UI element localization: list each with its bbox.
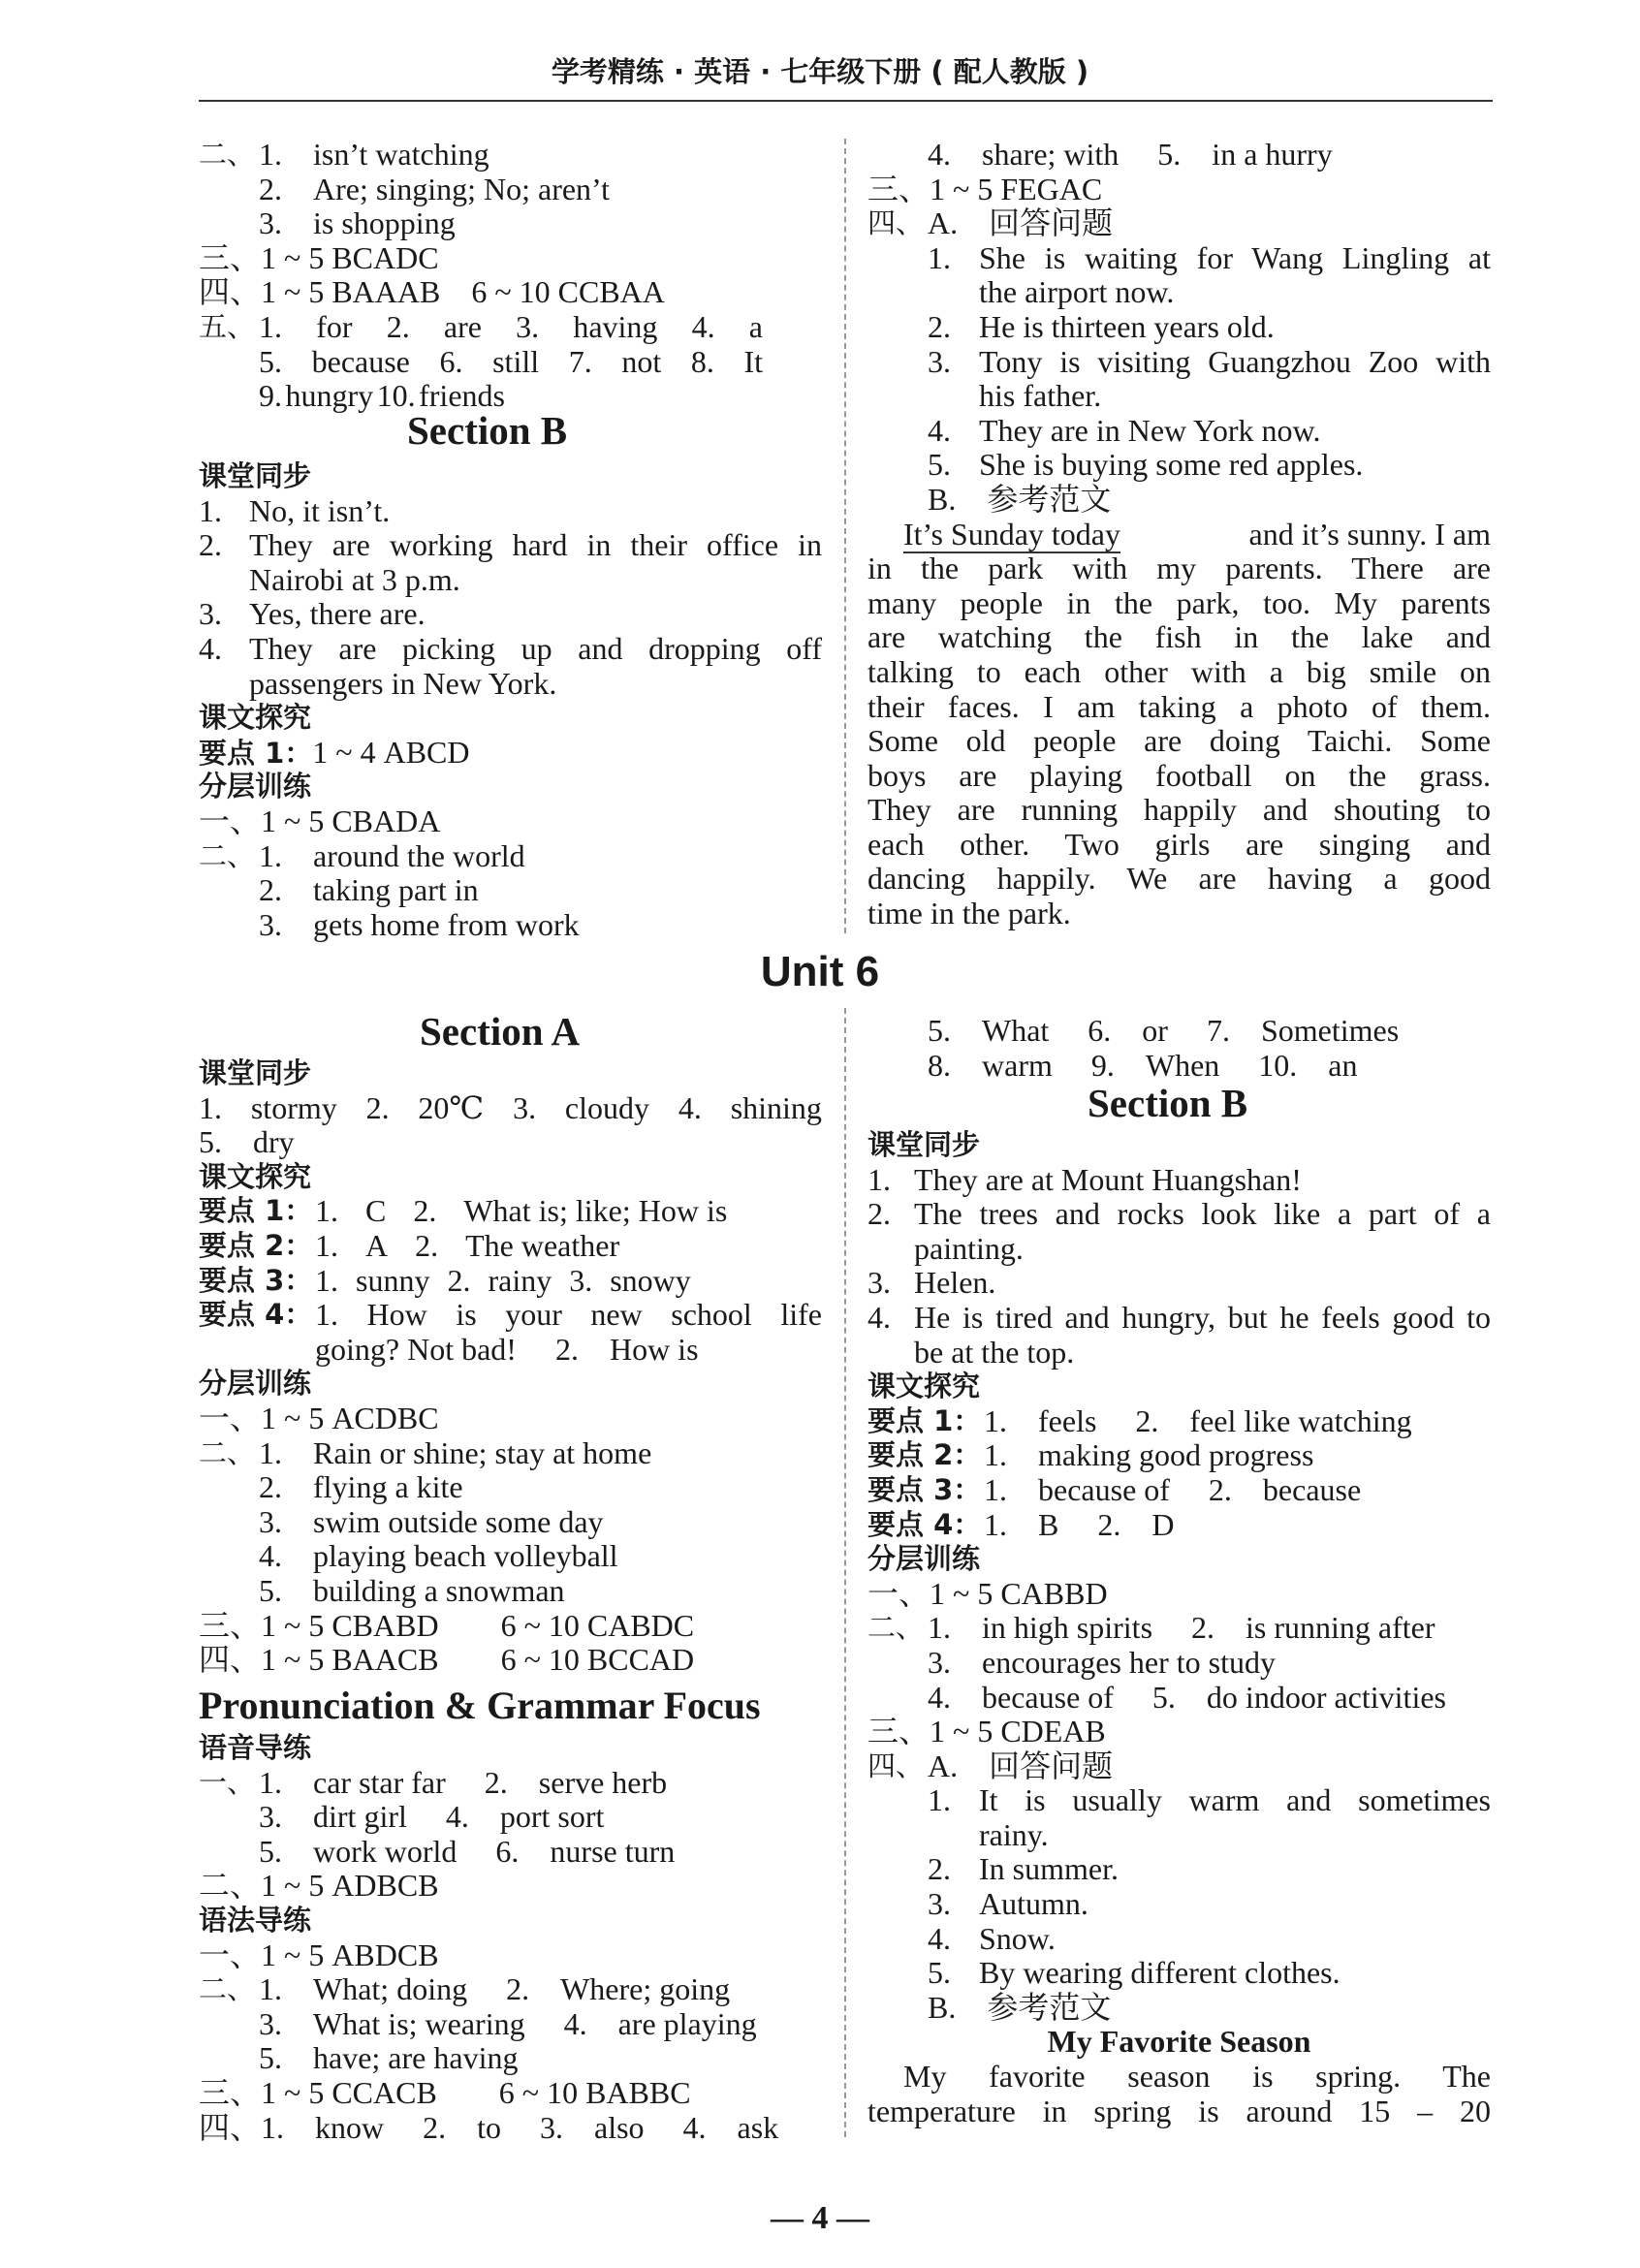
answer-text: Helen.: [914, 1265, 996, 1301]
answer-text: 8. warm 9. When 10. an: [928, 1047, 1358, 1083]
item-num: 2.: [928, 308, 951, 344]
bottom-left-column: [199, 1056, 822, 1678]
item-num: 5.: [928, 447, 951, 483]
answer-text: 1. feels 2. feel like watching: [984, 1402, 1412, 1438]
essay-line: [867, 2060, 1491, 2095]
answer-text: By wearing different clothes.: [979, 1955, 1340, 1991]
answer-line: [867, 206, 1491, 241]
point-label: 要点 1：: [867, 1403, 982, 1437]
point-label: 要点 3：: [867, 1472, 982, 1506]
answer-line: 一、1 ~ 5 ACDBC: [199, 1400, 439, 1435]
answer-text: B. 参考范文: [928, 1989, 1112, 2025]
answer-line: 一、1 ~ 5 CABBD: [867, 1575, 1108, 1611]
answer-line: [199, 1505, 822, 1540]
answer-word: stormy: [250, 1089, 337, 1125]
answer-word: new: [590, 1297, 643, 1333]
item-num: 2.: [415, 1227, 439, 1263]
item-num: 2.: [199, 527, 222, 563]
answer-text: 3. encourages her to study: [928, 1644, 1277, 1680]
answer-line: 三、1 ~ 5 CDEAB: [867, 1714, 1106, 1749]
answer-word: are: [443, 308, 482, 344]
answer-text: It is usually warm and sometimes: [979, 1782, 1491, 1818]
answer-line: [199, 1194, 822, 1229]
answer-line: [199, 310, 822, 345]
answer-text: In summer.: [979, 1851, 1119, 1887]
subheading: 课文探究: [867, 1370, 981, 1403]
answer-text: He is tired and hungry, but he feels good to: [914, 1299, 1491, 1335]
essay-line: talking to each other with a big smile on: [867, 653, 1491, 689]
answer-line: 二、1 ~ 5 ADBCB: [199, 1868, 439, 1904]
answer-text: 3. gets home from work: [259, 906, 580, 942]
answer-text: 3. dirt girl 4. port sort: [259, 1799, 605, 1835]
item-num: 4.: [928, 1920, 951, 1956]
item-num: 3.: [516, 308, 540, 344]
answer-line: [199, 563, 822, 598]
subheading: 课文探究: [199, 1159, 312, 1193]
answer-line: [867, 310, 1491, 345]
answer-word: cloudy: [564, 1089, 649, 1125]
answer-word: hungry: [285, 378, 374, 414]
answer-row: [315, 1194, 822, 1229]
answer-line: [199, 1470, 822, 1505]
answer-line: [867, 1646, 1491, 1681]
section-a-title: Section A: [420, 1009, 581, 1054]
answer-word: The weather: [465, 1227, 620, 1263]
ex-number: 四、: [867, 206, 925, 240]
answer-word: How: [366, 1297, 427, 1333]
answer-line: [199, 736, 822, 771]
essay-line: They are running happily and shouting to: [867, 792, 1491, 828]
item-num: 10.: [376, 378, 416, 414]
answer-line: [867, 1049, 1491, 1084]
answer-text: 1 ~ 4 ABCD: [312, 734, 470, 770]
answer-line: [199, 597, 822, 632]
answer-word: shining: [730, 1089, 822, 1125]
answer-line: [199, 873, 822, 908]
item-num: 2.: [365, 1089, 390, 1125]
item-num: 1.: [315, 1262, 338, 1298]
item-num: 1.: [928, 1782, 951, 1818]
essay-line: Some old people are doing Taichi. Some: [867, 723, 1491, 759]
section-b-title-unit6: Section B: [1088, 1081, 1248, 1125]
essay-line: boys are playing football on the grass.: [867, 757, 1491, 793]
item-num: 4.: [867, 1299, 891, 1335]
answer-text: 1. car star far 2. serve herb: [259, 1764, 668, 1800]
item-num: 1.: [199, 1089, 222, 1125]
top-left-column: [199, 138, 822, 414]
answer-line: 三、1 ~ 5 CBABD 6 ~ 10 CABDC: [199, 1607, 695, 1643]
answer-line: [199, 528, 822, 563]
ex-number: 五、: [199, 309, 256, 343]
answer-text: They are at Mount Huangshan!: [914, 1161, 1302, 1197]
answer-line: [867, 1163, 1491, 1198]
answer-text: 2. taking part in: [259, 872, 479, 908]
page-header: 学考精练 · 英语 · 七年级下册 ( 配人教版 ): [551, 55, 1089, 88]
item-num: 3.: [199, 596, 222, 632]
bottom-right-column: [867, 1014, 1491, 1083]
point-label: 要点 2：: [867, 1438, 982, 1472]
answer-line: [867, 1473, 1491, 1508]
answer-line: [199, 667, 822, 702]
item-num: 5.: [928, 1955, 951, 1991]
answer-text: 5. have; are having: [259, 2040, 519, 2076]
answer-text: 4. share; with 5. in a hurry: [928, 137, 1333, 172]
subheading: 分层训练: [867, 1542, 981, 1576]
item-num: 2.: [386, 308, 410, 344]
ex-number: 四、: [867, 1748, 925, 1782]
ex-number: 二、: [199, 838, 256, 872]
answer-line: [867, 1438, 1491, 1473]
item-num: 2.: [867, 1196, 891, 1232]
answer-line: [867, 414, 1491, 449]
answer-word: C: [365, 1193, 387, 1229]
item-num: 8.: [690, 343, 714, 379]
subheading: 课堂同步: [199, 459, 312, 492]
answer-text: 2. flying a kite: [259, 1469, 463, 1505]
answer-text: 4. playing beach volleyball: [259, 1538, 618, 1574]
item-num: 1.: [867, 1161, 891, 1197]
answer-word: is: [456, 1297, 477, 1333]
point-label: 要点 4：: [199, 1298, 313, 1332]
item-num: 4.: [928, 412, 951, 448]
answer-line: [867, 1852, 1491, 1887]
answer-line: [199, 1436, 822, 1471]
bottom-right-column-2: [867, 1128, 1491, 2128]
answer-row: [259, 310, 763, 345]
answer-line: [199, 1539, 822, 1574]
answer-text: going? Not bad! 2. How is: [315, 1331, 699, 1367]
answer-row: [315, 1229, 822, 1264]
answer-line: [867, 1404, 1491, 1439]
essay-line: each other. Two girls are singing and: [867, 826, 1491, 862]
subheading: 课堂同步: [199, 1056, 312, 1089]
answer-line: [867, 1014, 1491, 1049]
item-num: 4.: [691, 308, 715, 344]
section-b-title: Section B: [407, 408, 568, 453]
answer-text: painting.: [914, 1230, 1024, 1266]
answer-line: [867, 1887, 1491, 1922]
answer-line: [199, 1091, 822, 1126]
answer-line: [867, 1611, 1491, 1646]
top-column-divider: [844, 139, 846, 933]
answer-text: 2. Are; singing; No; aren’t: [259, 171, 611, 206]
item-num: 2.: [447, 1262, 471, 1298]
answer-text: 3. is shopping: [259, 205, 456, 241]
answer-word: your: [505, 1297, 562, 1333]
pronunciation-grammar-title: Pronunciation & Grammar Focus: [199, 1684, 761, 1727]
item-num: 4.: [678, 1089, 702, 1125]
essay-line: are watching the fish in the lake and: [867, 619, 1491, 655]
answer-text: rainy.: [979, 1816, 1049, 1852]
bottom-left-column-2: [199, 1731, 822, 2145]
answer-row: [315, 1264, 822, 1299]
item-num: 2.: [928, 1851, 951, 1887]
answer-text: She is waiting for Wang Lingling at: [979, 239, 1491, 275]
answer-line: [199, 1264, 822, 1299]
answer-word: What is; like; How is: [463, 1193, 728, 1229]
ex-number: 一、: [199, 1765, 256, 1799]
answer-word: still: [492, 343, 540, 379]
item-num: 5.: [259, 343, 282, 379]
answer-line: [867, 138, 1491, 173]
answer-text: 4. because of 5. do indoor activities: [928, 1679, 1446, 1715]
answer-line: [867, 1336, 1491, 1370]
point-label: 要点 1：: [199, 1194, 313, 1228]
answer-text: Yes, there are.: [249, 596, 426, 632]
answer-text: He is thirteen years old.: [979, 308, 1275, 344]
subheading: 分层训练: [199, 770, 312, 803]
item-num: 7.: [568, 343, 592, 379]
answer-row: [259, 345, 763, 380]
item-num: 1.: [315, 1297, 338, 1333]
answer-word: for: [316, 308, 353, 344]
item-num: 1.: [199, 492, 222, 528]
answer-word: friends: [419, 378, 505, 414]
answer-text: be at the top.: [914, 1334, 1075, 1370]
answer-line: 一、1 ~ 5 CBADA: [199, 803, 441, 838]
answer-text: 1. isn’t watching: [259, 137, 489, 172]
answer-word: It: [743, 343, 763, 379]
essay-line: dancing happily. We are having a good: [867, 861, 1491, 897]
answer-text: the airport now.: [979, 274, 1175, 310]
subheading: 分层训练: [199, 1367, 312, 1401]
item-num: 3.: [928, 343, 951, 379]
answer-text: Snow.: [979, 1920, 1056, 1956]
answer-line: [199, 839, 822, 874]
ex-number: 二、: [867, 1611, 925, 1645]
item-num: 3.: [928, 1886, 951, 1922]
answer-line: 四、1 ~ 5 BAAAB 6 ~ 10 CCBAA: [199, 274, 665, 310]
answer-text: 1. B 2. D: [984, 1506, 1175, 1542]
answer-line: [867, 1681, 1491, 1716]
answer-text: A. 回答问题: [928, 1748, 1114, 1783]
answer-line: [199, 2007, 822, 2042]
answer-line: [199, 1229, 822, 1264]
ex-number: 二、: [199, 1972, 256, 2006]
top-left-column-2: [199, 459, 822, 942]
answer-line: [199, 2041, 822, 2076]
essay-line: their faces. I am taking a photo of them.: [867, 688, 1491, 724]
answer-text: The trees and rocks look like a part of a: [914, 1196, 1491, 1232]
answer-text: 1. Rain or shine; stay at home: [259, 1434, 652, 1470]
answer-text: Tony is visiting Guangzhou Zoo with: [979, 343, 1491, 379]
answer-row: [199, 1091, 822, 1126]
answer-line: [867, 1783, 1491, 1818]
answer-line: [199, 206, 822, 241]
answer-word: rainy: [488, 1262, 552, 1298]
answer-line: 三、1 ~ 5 BCADC: [199, 239, 439, 275]
answer-text: his father.: [979, 378, 1102, 414]
answer-line: [867, 1956, 1491, 1991]
answer-word: 20℃: [418, 1089, 485, 1125]
answer-line: [199, 138, 822, 173]
answer-text: 1. in high spirits 2. is running after: [928, 1610, 1435, 1646]
essay-text: My favorite season is spring. The: [903, 2059, 1491, 2095]
answer-line: [199, 632, 822, 667]
essay-line: many people in the park, too. My parents: [867, 584, 1491, 620]
answer-line: [867, 379, 1491, 414]
unit-title: Unit 6: [760, 948, 880, 995]
answer-line: 三、1 ~ 5 FEGAC: [867, 171, 1103, 206]
answer-text: 3. swim outside some day: [259, 1503, 604, 1539]
answer-line: [199, 1333, 822, 1368]
answer-line: [199, 1574, 822, 1609]
header-rule: [199, 100, 1493, 102]
answer-word: A: [365, 1227, 389, 1263]
answer-text: 5. What 6. or 7. Sometimes: [928, 1013, 1400, 1048]
answer-word: not: [621, 343, 662, 379]
answer-line: [867, 1818, 1491, 1853]
answer-line: 三、1 ~ 5 CCACB 6 ~ 10 BABBC: [199, 2074, 691, 2110]
answer-line: [867, 1197, 1491, 1232]
answer-word: school: [671, 1297, 752, 1333]
point-label: 要点 3：: [199, 1263, 313, 1297]
subheading: 课文探究: [199, 701, 312, 735]
answer-line: [867, 1266, 1491, 1301]
answer-line: [867, 275, 1491, 310]
answer-word: sunny: [356, 1262, 430, 1298]
answer-line: [199, 173, 822, 207]
answer-line: [199, 1835, 822, 1870]
answer-line: [867, 1991, 1491, 2026]
answer-line: [867, 241, 1491, 276]
answer-line: [867, 1301, 1491, 1336]
answer-line: [867, 1922, 1491, 1957]
item-num: 2.: [413, 1193, 437, 1229]
ex-number: 二、: [199, 138, 256, 171]
answer-text: Nairobi at 3 p.m.: [249, 561, 460, 597]
point-label: 要点 4：: [867, 1507, 982, 1541]
essay-text: and it’s sunny. I am: [1248, 516, 1491, 551]
answer-line: [199, 1800, 822, 1835]
essay-line: in the park with my parents. There are: [867, 551, 1491, 586]
answer-text: 5. work world 6. nurse turn: [259, 1833, 676, 1869]
answer-text: A. 回答问题: [928, 205, 1114, 241]
essay-line: time in the park.: [867, 896, 1071, 931]
answer-text: 1. making good progress: [984, 1437, 1314, 1473]
subheading: 语音导练: [199, 1731, 312, 1764]
item-num: 1.: [928, 239, 951, 275]
answer-text: 1. around the world: [259, 837, 525, 873]
item-num: 3.: [867, 1265, 891, 1301]
answer-text: B. 参考范文: [928, 481, 1112, 517]
answer-text: 5. building a snowman: [259, 1572, 565, 1608]
answer-text: 3. What is; wearing 4. are playing: [259, 2005, 757, 2041]
answer-line: [199, 908, 822, 943]
answer-text: No, it isn’t.: [249, 492, 391, 528]
answer-text: passengers in New York.: [249, 665, 557, 701]
item-num: 1.: [259, 308, 282, 344]
answer-line: [867, 448, 1491, 483]
ex-number: 二、: [199, 1435, 256, 1469]
answer-text: They are in New York now.: [979, 412, 1321, 448]
answer-word: having: [573, 308, 658, 344]
answer-line: [867, 1232, 1491, 1267]
answer-line: [199, 345, 822, 380]
essay-first-line: [903, 518, 1491, 554]
item-num: 1.: [315, 1227, 338, 1263]
answer-line: [867, 345, 1491, 380]
answer-line: 一、1 ~ 5 ABDCB: [199, 1937, 439, 1972]
answer-row: [315, 1298, 822, 1333]
subheading: 语法导练: [199, 1903, 312, 1937]
answer-text: They are picking up and dropping off: [249, 630, 822, 666]
top-right-column: [867, 138, 1491, 931]
answer-text: Autumn.: [979, 1886, 1088, 1922]
bottom-column-divider: [844, 1008, 846, 2137]
answer-line: [199, 494, 822, 529]
answer-line: [199, 1972, 822, 2007]
answer-line: 四、1 ~ 5 BAACB 6 ~ 10 BCCAD: [199, 1642, 695, 1678]
item-num: 3.: [513, 1089, 537, 1125]
item-num: 3.: [569, 1262, 593, 1298]
item-num: 1.: [315, 1193, 338, 1229]
subheading: 课堂同步: [867, 1128, 981, 1161]
answer-word: because: [311, 343, 410, 379]
answer-line: [199, 1298, 822, 1333]
essay-line: [867, 518, 1491, 552]
answer-text: 1. because of 2. because: [984, 1471, 1362, 1507]
answer-text: They are working hard in their office in: [249, 527, 822, 563]
answer-line: [867, 483, 1491, 518]
answer-word: a: [748, 308, 763, 344]
point-label: 要点 1：: [199, 736, 313, 770]
underlined-phrase: It’s Sunday today: [903, 518, 1120, 554]
essay-title: My Favorite Season: [1047, 2024, 1311, 2060]
answer-word: life: [780, 1297, 822, 1333]
answer-line: [199, 1766, 822, 1801]
answer-text: 1. What; doing 2. Where; going: [259, 1971, 731, 2007]
answer-line: [867, 1749, 1491, 1784]
page-number: — 4 —: [771, 2200, 869, 2236]
answer-line: 5. dry: [199, 1124, 295, 1160]
answer-text: She is buying some red apples.: [979, 447, 1364, 483]
item-num: 4.: [199, 630, 222, 666]
point-label: 要点 2：: [199, 1228, 313, 1262]
answer-line: [867, 1508, 1491, 1543]
item-num: 6.: [439, 343, 463, 379]
answer-line: 四、1. know 2. to 3. also 4. ask: [199, 2109, 779, 2145]
item-num: 9.: [259, 378, 282, 414]
essay-line: temperature in spring is around 15 – 20: [867, 2093, 1491, 2128]
answer-word: snowy: [610, 1262, 691, 1298]
